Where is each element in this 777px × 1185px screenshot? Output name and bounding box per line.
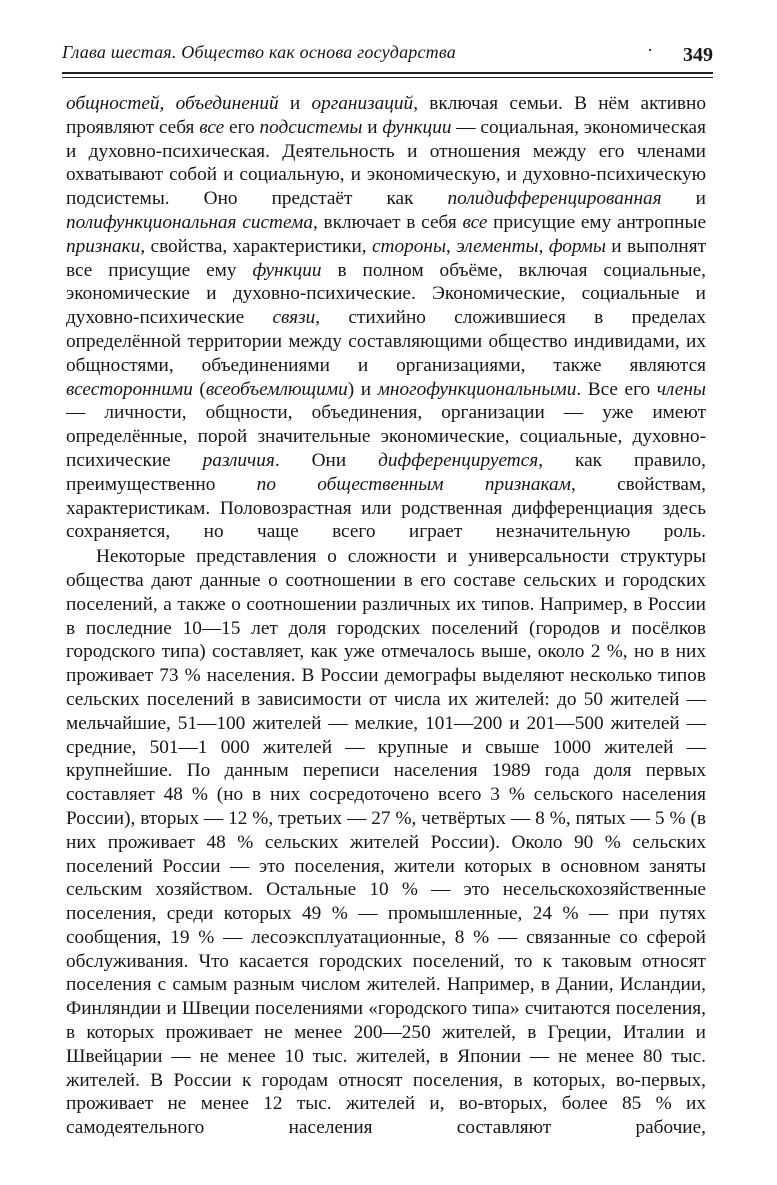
- text-run: его: [224, 116, 260, 138]
- header-rule-thin: [62, 77, 713, 78]
- italic-term: всесторонними: [66, 378, 193, 400]
- text-run: , как правило, преимущественно: [66, 449, 706, 495]
- text-run: . Они: [274, 449, 379, 471]
- body-text: [66, 92, 706, 1140]
- italic-term: полифункциональная система: [66, 211, 313, 233]
- chapter-title: Глава шестая. Общество как основа государства: [62, 42, 456, 62]
- italic-term: элементы: [456, 235, 539, 257]
- italic-term: организаций: [311, 93, 414, 114]
- text-run: , включая семьи. В нём активно проявляют себя: [66, 93, 706, 138]
- text-run: ) и: [347, 378, 378, 400]
- italic-term: стороны: [371, 235, 446, 257]
- text-run: , включает в себя: [312, 211, 463, 233]
- italic-term: формы: [548, 235, 606, 257]
- page-number: 349: [683, 44, 713, 66]
- text-run: , свойства, характеристики,: [140, 235, 372, 257]
- text-run: и: [362, 116, 383, 138]
- paragraph-2: Некоторые представления о сложности и универсальности структуры общества дают данные о соотношении в его составе сельских и городских поселений, а также о соотношении различных их типов. Например, в России в последние 10—15 лет доля городских поселений (городов и посёлков городского типа) составляет, как уже отмечалось выше, около 2 %, но в них проживает 73 % населения. В России демографы выделяют несколько типов сельских поселений в зависимости от числа их жителей: до 50 жителей — мельчайшие, 51—100 жителей — мелкие, 101—200 и 201—500 жителей — средние, 501—1 000 жителей — крупные и свыше 1000 жителей — крупнейшие. По данным переписи населения 1989 года доля первых составляет 48 % (но в них сосредоточено всего 3 % сельского населения России), вторых — 12 %, третьих — 27 %, четвёртых — 8 %, пятых — 5 % (в них проживает 48 % сельских жителей России). Около 90 % сельских поселений России — это поселения, жители которых в основном заняты сельским хозяйством. Остальные 10 % — это несельскохозяйственные поселения, среди которых 49 % — промышленные, 24 % — при путях сообщения, 19 % — лесоэксплуатационные, 8 % — связанные со сферой обслуживания. Что касается городских поселений, то к таковым относят поселения с самым разным числом жителей. Например, в Дании, Исландии, Финляндии и Швеции поселениями «городского типа» считаются поселения, в которых проживает не менее 200—250 жителей, в Греции, Италии и Швейцарии — не менее 10 тыс. жителей, в Японии — не менее 80 тыс. жителей. В России к городам относят поселения, в которых, во-первых, проживает не менее 12 тыс. жителей и, во-вторых, более 85 % их самодеятельного населения составляют рабочие,: [66, 546, 706, 1139]
- italic-term: функции: [252, 259, 322, 281]
- paragraph-1: [66, 92, 706, 544]
- italic-term: все: [199, 116, 225, 138]
- italic-term: многофункциональными: [377, 378, 577, 400]
- italic-term: признаки: [66, 235, 141, 257]
- header-dot: ·: [647, 40, 653, 60]
- running-header: [62, 36, 713, 72]
- italic-term: подсистемы: [259, 116, 363, 138]
- text-run: и: [278, 93, 312, 114]
- italic-term: связи: [272, 307, 316, 329]
- text-run: — социальная, экономическая и духовно-психическая. Деятельность и отношения между его членами охватывают собой и социальную, и экономическую, и духовно-психическую подсистемы. Оно предстаёт как: [66, 116, 706, 210]
- italic-term: члены: [656, 378, 706, 400]
- text-run: и: [661, 188, 707, 210]
- text-run: ,: [538, 235, 549, 257]
- italic-term: все: [462, 211, 488, 233]
- italic-term: общностей, объединений: [66, 93, 279, 114]
- italic-term: по общественным признакам: [256, 473, 571, 495]
- italic-term: различия: [202, 449, 275, 471]
- italic-term: всеобъемлющими: [205, 378, 348, 400]
- italic-term: полидифференцированная: [447, 188, 662, 210]
- text-run: и выполнят все присущие ему: [66, 235, 707, 281]
- text-run: ,: [446, 235, 457, 257]
- text-run: (: [192, 378, 206, 400]
- text-run: присущие ему антропные: [487, 211, 706, 233]
- text-run: , стихийно сложившиеся в пределах определённой территории между составляющими общество индивидами, их общностями, объединениями и организациями, также являются: [66, 307, 706, 376]
- header-rule: [62, 72, 713, 74]
- text-run: . Все его: [576, 378, 657, 400]
- text-run: , свойствам, характеристикам. Половозрастная или родственная дифференциация здесь сохраняется, но чаще всего играет незначительную роль.: [66, 473, 706, 543]
- italic-term: функции: [382, 116, 452, 138]
- italic-term: дифференцируется: [378, 449, 539, 471]
- text-run: в полном объёме, включая социальные, экономические и духовно-психические. Экономические, социальные и духовно-психические: [66, 259, 706, 329]
- text-run: — личности, общности, объединения, организации — уже имеют определённые, порой значительные экономические, социальные, духовно-психические: [66, 402, 706, 471]
